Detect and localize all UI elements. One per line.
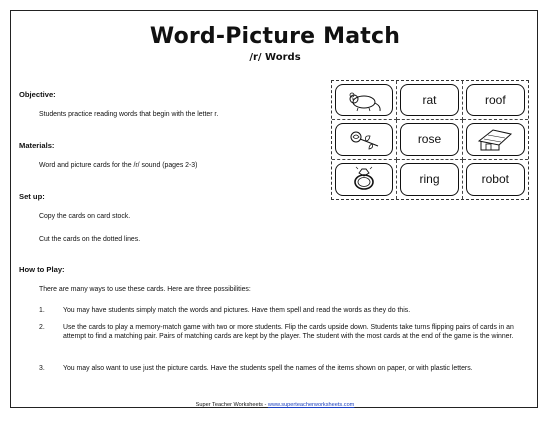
card-cell [397,120,462,159]
card-cell [332,120,397,159]
item-number-3: 3. [39,365,45,372]
item-number-2: 2. [39,324,45,331]
card-cell [397,81,462,120]
word-card-robot: robot [466,163,525,196]
setup-step-2: Cut the cards on the dotted lines. [39,236,141,243]
word-card-roof: roof [466,84,525,116]
word-card-ring: ring [400,163,458,196]
word-card-rat: rat [400,84,458,116]
card-cell [463,120,528,159]
materials-text: Word and picture cards for the /r/ sound (pages 2-3) [39,162,198,169]
item-number-1: 1. [39,307,45,314]
card-grid [331,80,529,200]
objective-text: Students practice reading words that begin with the letter r. [39,111,219,118]
card-cell [332,160,397,199]
picture-card-ring [335,163,393,196]
card-cell [463,160,528,199]
word-card-rose: rose [400,123,458,155]
picture-card-rat [335,84,393,116]
roof-icon [475,125,515,153]
page-title: Word-Picture Match [149,24,401,49]
ring-icon [344,165,384,193]
item-text-1: You may have students simply match the words and pictures. Have them spell and read the words as they do this. [63,307,411,314]
materials-heading: Materials: [19,141,55,150]
how-to-play-intro: There are many ways to use these cards. Here are three possibilities: [39,286,251,293]
picture-card-roof [466,123,525,155]
rat-icon [344,86,384,114]
card-cell [463,81,528,120]
page-subtitle: /r/ Words [249,52,301,63]
setup-heading: Set up: [19,192,45,201]
rose-icon [344,125,384,153]
footer-prefix: Super Teacher Worksheets - [195,402,268,408]
card-cell [397,160,462,199]
footer-link[interactable]: www.superteacherworksheets.com [267,402,355,408]
picture-card-rose [335,123,393,155]
item-text-3: You may also want to use just the picture cards. Have the students spell the names of the items shown on paper, or with plastic letters. [63,365,473,372]
item-text-2: Use the cards to play a memory-match game with two or more students. Flip the cards upside down. Students take turns flipping pairs of cards in an attempt to find a matching pair. Pairs of matching cards are kept by the player. The student with the most cards at the end of the game is the winner. [63,324,514,340]
how-to-play-heading: How to Play: [19,265,65,274]
objective-heading: Objective: [19,90,56,99]
footer [0,402,550,409]
card-cell [332,81,397,120]
setup-step-1: Copy the cards on card stock. [39,213,131,220]
page-border [10,10,538,408]
